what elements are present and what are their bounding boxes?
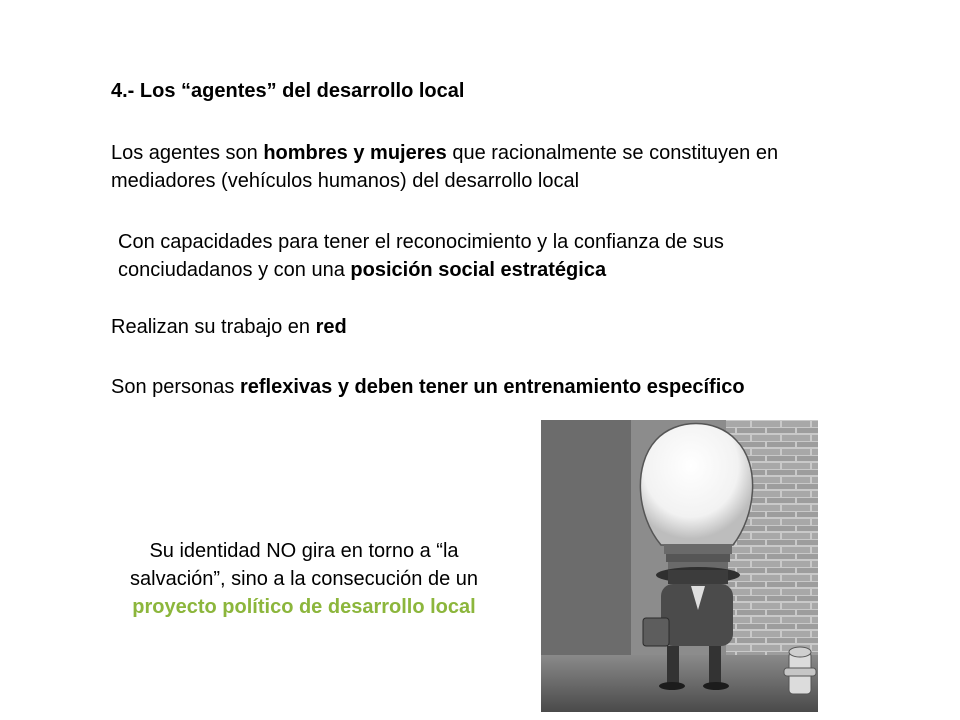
network-paragraph	[111, 313, 347, 341]
reflexive-bold: reflexivas y deben tener un entrenamiento específico	[239, 376, 745, 398]
agents-definition-paragraph	[111, 139, 851, 195]
network-bold: red	[315, 316, 347, 338]
reflexive-text: Son personas	[111, 376, 240, 398]
capacities-text: Con capacidades para tener el reconocimiento y la confianza de sus conciudadanos y con una	[118, 231, 724, 281]
identity-caption-highlight: proyecto político de desarrollo local	[132, 596, 476, 618]
agents-definition-bold: hombres y mujeres	[263, 142, 447, 164]
slide-title: 4.- Los “agentes” del desarrollo local	[111, 80, 465, 102]
lightbulb-head-man-illustration	[541, 420, 818, 712]
reflexive-paragraph	[111, 373, 811, 401]
capacities-bold: posición social estratégica	[350, 259, 607, 281]
capacities-paragraph	[118, 228, 858, 284]
agents-definition-intro: Los agentes son	[111, 142, 264, 164]
identity-caption-text: Su identidad NO gira en torno a “la salvación”, sino a la consecución de un	[130, 540, 478, 590]
identity-caption	[112, 537, 496, 621]
agents-definition-rest: que racionalmente se constituyen en mediadores (vehículos humanos) del desarrollo local	[111, 142, 779, 192]
network-text: Realizan su trabajo en	[111, 316, 316, 338]
